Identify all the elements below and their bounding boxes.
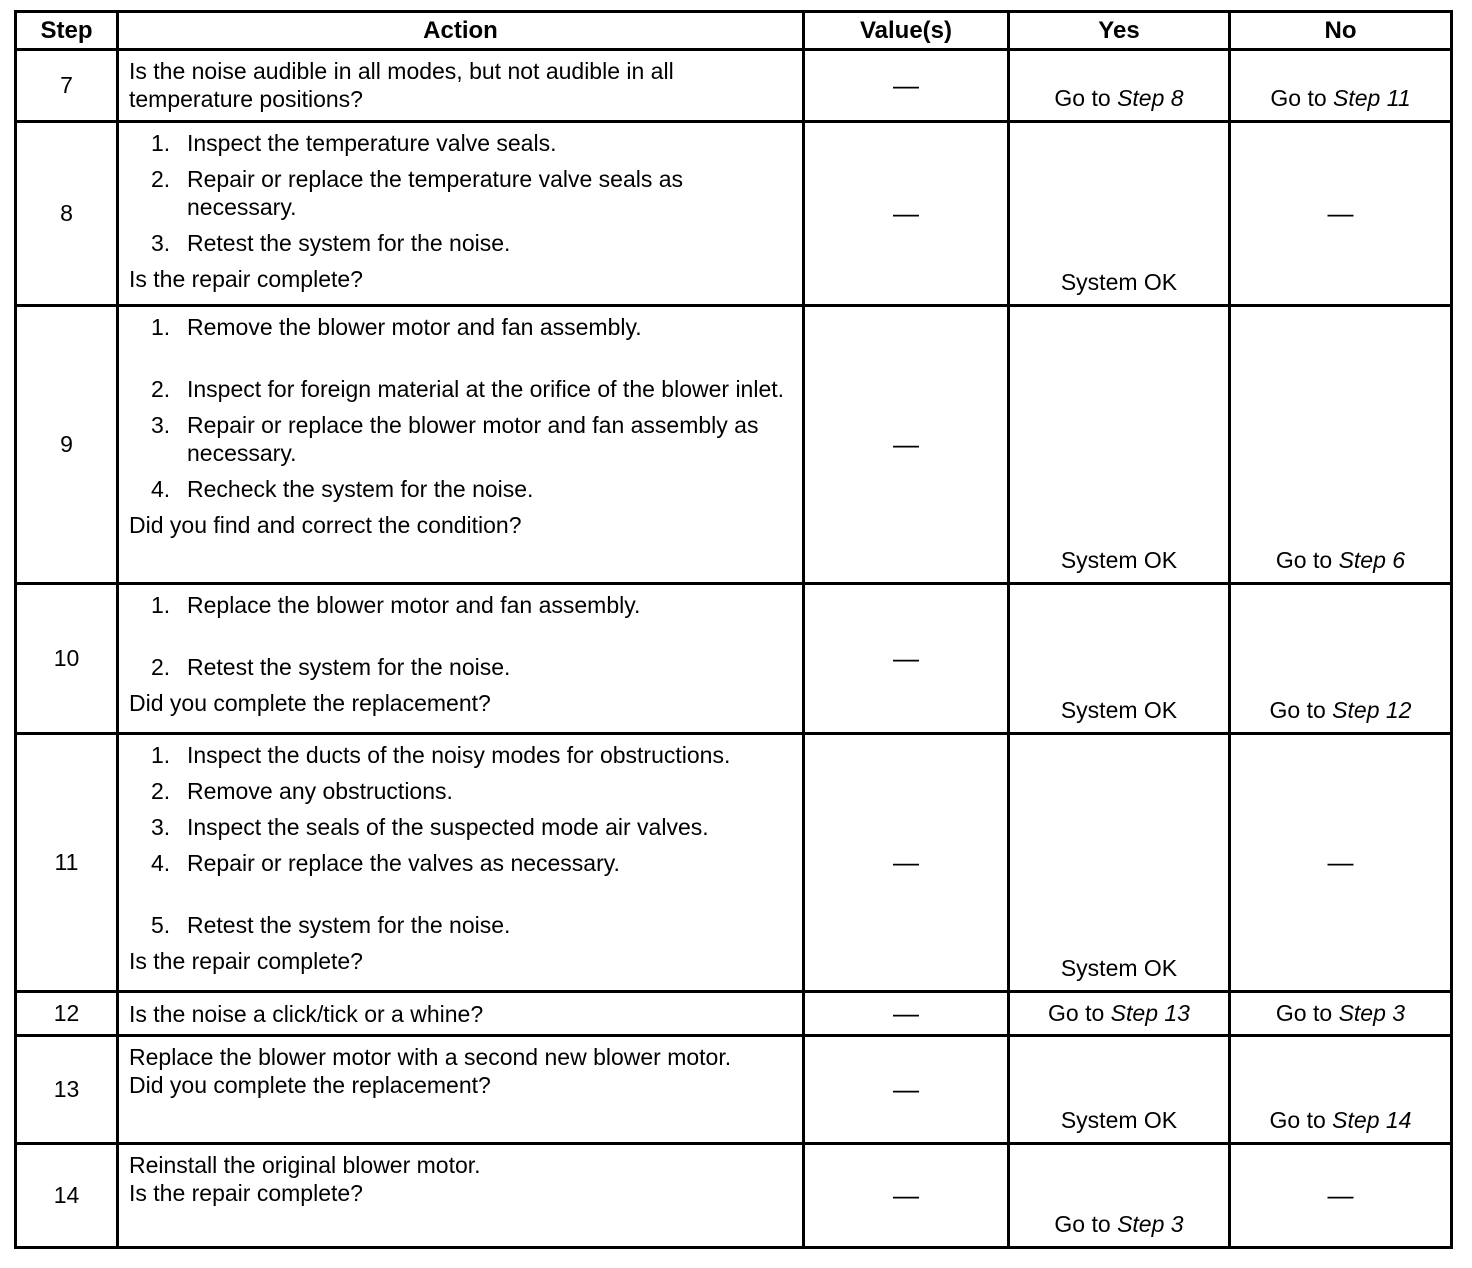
value-cell: — [804, 992, 1009, 1036]
question-line: Did you complete the replacement? [129, 690, 491, 716]
no-text: Go to [1270, 85, 1327, 111]
procedure-list [129, 129, 792, 257]
action-cell [118, 992, 804, 1036]
no-cell: — [1230, 1144, 1452, 1248]
question-line: Did you find and correct the condition? [129, 512, 522, 538]
yes-text: Go to [1054, 85, 1111, 111]
question-line: Is the repair complete? [129, 266, 363, 292]
question-line: Replace the blower motor with a second new blower motor. [129, 1044, 732, 1070]
action-cell [118, 306, 804, 584]
action-cell [118, 50, 804, 122]
table-row [16, 122, 1452, 306]
yes-step-link[interactable]: Step 13 [1110, 1000, 1190, 1026]
procedure-item: 1. Inspect the ducts of the noisy modes for obstructions. [151, 742, 731, 768]
table-row [16, 584, 1452, 734]
yes-cell [1009, 992, 1230, 1036]
question-line: Is the noise audible in all modes, but not audible in all [129, 58, 674, 84]
step-number: 9 [16, 306, 118, 584]
table-row [16, 1144, 1452, 1248]
procedure-item: 3. Inspect the seals of the suspected mode air valves. [151, 814, 709, 840]
procedure-item: 2. Repair or replace the temperature valve seals as necessary. [151, 166, 684, 220]
no-cell: — [1230, 122, 1452, 306]
yes-text: Go to [1048, 1000, 1105, 1026]
header-yes: Yes [1009, 12, 1230, 50]
diagnostic-table [14, 10, 1453, 1249]
no-cell [1230, 992, 1452, 1036]
procedure-item: 2. Retest the system for the noise. [151, 654, 511, 680]
yes-cell: System OK [1009, 734, 1230, 992]
value-cell: — [804, 584, 1009, 734]
no-step-link[interactable]: Step 12 [1332, 697, 1412, 723]
header-value: Value(s) [804, 12, 1009, 50]
yes-step-link[interactable]: Step 8 [1117, 85, 1184, 111]
question-line: temperature positions? [129, 86, 363, 112]
table-row [16, 734, 1452, 992]
yes-cell: System OK [1009, 122, 1230, 306]
yes-cell: System OK [1009, 306, 1230, 584]
question-line: Did you complete the replacement? [129, 1072, 491, 1098]
yes-text: Go to [1054, 1211, 1111, 1237]
value-cell: — [804, 1144, 1009, 1248]
no-cell: — [1230, 734, 1452, 992]
yes-cell [1009, 1144, 1230, 1248]
value-cell: — [804, 1036, 1009, 1144]
no-step-link[interactable]: Step 14 [1332, 1107, 1412, 1133]
procedure-list [129, 591, 792, 681]
yes-cell: System OK [1009, 1036, 1230, 1144]
yes-cell: System OK [1009, 584, 1230, 734]
yes-step-link[interactable]: Step 3 [1117, 1211, 1184, 1237]
action-cell [118, 1144, 804, 1248]
step-number: 7 [16, 50, 118, 122]
table-row [16, 306, 1452, 584]
value-cell: — [804, 734, 1009, 992]
question-line: Is the repair complete? [129, 948, 363, 974]
no-cell [1230, 306, 1452, 584]
step-number: 14 [16, 1144, 118, 1248]
table-row [16, 992, 1452, 1036]
table-row [16, 50, 1452, 122]
step-number: 12 [16, 992, 118, 1036]
question-line: Is the repair complete? [129, 1180, 363, 1206]
step-number: 11 [16, 734, 118, 992]
procedure-item: 2. Inspect for foreign material at the orifice of the blower inlet. [151, 376, 785, 402]
procedure-item: 4. Repair or replace the valves as necessary. [151, 850, 620, 876]
header-row [16, 12, 1452, 50]
action-cell [118, 122, 804, 306]
step-number: 10 [16, 584, 118, 734]
question-line: Reinstall the original blower motor. [129, 1152, 481, 1178]
procedure-item: 1. Remove the blower motor and fan assembly. [151, 314, 642, 340]
action-cell [118, 1036, 804, 1144]
action-cell [118, 734, 804, 992]
no-step-link[interactable]: Step 11 [1333, 85, 1411, 111]
no-step-link[interactable]: Step 6 [1338, 547, 1406, 573]
no-text: Go to [1275, 547, 1333, 573]
step-number: 13 [16, 1036, 118, 1144]
procedure-list [129, 741, 792, 939]
procedure-item: 3. Repair or replace the blower motor and fan assembly as necessary. [151, 412, 759, 466]
procedure-item: 1. Replace the blower motor and fan assembly. [151, 592, 641, 618]
no-text: Go to [1269, 697, 1326, 723]
value-cell: — [804, 50, 1009, 122]
yes-cell [1009, 50, 1230, 122]
value-cell: — [804, 122, 1009, 306]
header-action: Action [118, 12, 804, 50]
no-cell [1230, 1036, 1452, 1144]
no-text: Go to [1275, 1000, 1333, 1026]
no-step-link[interactable]: Step 3 [1338, 1000, 1406, 1026]
procedure-item: 1. Inspect the temperature valve seals. [151, 130, 557, 156]
header-step: Step [16, 12, 118, 50]
table-row [16, 1036, 1452, 1144]
procedure-item: 2. Remove any obstructions. [151, 778, 453, 804]
procedure-item: 3. Retest the system for the noise. [151, 230, 511, 256]
action-cell [118, 584, 804, 734]
no-text: Go to [1269, 1107, 1326, 1133]
question-line: Is the noise a click/tick or a whine? [129, 1000, 484, 1027]
value-cell: — [804, 306, 1009, 584]
procedure-list [129, 313, 792, 503]
procedure-item: 4. Recheck the system for the noise. [151, 476, 534, 502]
procedure-item: 5. Retest the system for the noise. [151, 912, 511, 938]
no-cell [1230, 584, 1452, 734]
step-number: 8 [16, 122, 118, 306]
no-cell [1230, 50, 1452, 122]
header-no: No [1230, 12, 1452, 50]
